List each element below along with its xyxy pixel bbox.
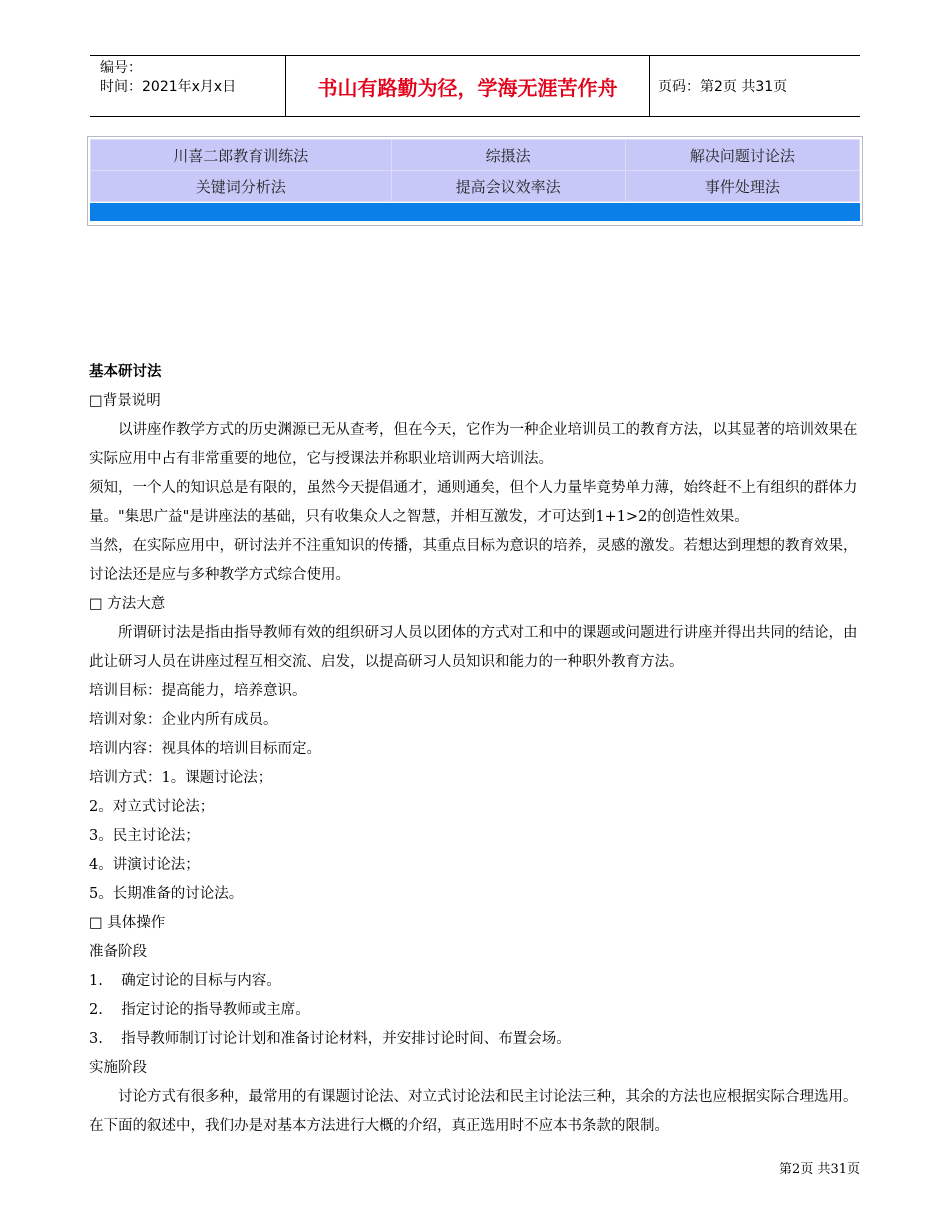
- list-item: 2。对立式讨论法；: [89, 799, 215, 815]
- nav-link-meeting-efficiency[interactable]: 提高会议效率法: [391, 171, 625, 202]
- nav-link-kawakita[interactable]: 川喜二郎教育训练法: [91, 140, 392, 171]
- list-item: 3. 指导教师制订讨论计划和准备讨论材料，并安排讨论时间、布置会场。: [89, 1031, 571, 1047]
- nav-link-incident-handling[interactable]: 事件处理法: [625, 171, 859, 202]
- training-content: 培训内容：视具体的培训目标而定。: [89, 741, 321, 757]
- prep-stage-heading: 准备阶段: [89, 944, 147, 960]
- nav-bottom-bar: [90, 203, 860, 221]
- nav-link-synectics[interactable]: 综摄法: [391, 140, 625, 171]
- paragraph: 当然，在实际应用中，研讨法并不注重知识的传播，其重点目标为意识的培养，灵感的激发。若想达到理想的教育效果，讨论法还是应与多种教学方式综合使用。: [89, 538, 858, 583]
- training-method: 培训方式：1。课题讨论法；: [89, 770, 273, 786]
- operation-heading: □ 具体操作: [89, 915, 166, 931]
- nav-link-problem-solving[interactable]: 解决问题讨论法: [625, 140, 859, 171]
- header-meta: [90, 56, 286, 116]
- paragraph: 须知，一个人的知识总是有限的，虽然今天提倡通才，通则通矣，但个人力量毕竟势单力薄，始终赶不上有组织的群体力量。"集思广益"是讲座法的基础，只有收集众人之智慧，并相互激发，才可达到1+1>2的创造性效果。: [89, 480, 858, 525]
- list-item: 3。民主讨论法；: [89, 828, 200, 844]
- list-item: 4。讲演讨论法；: [89, 857, 200, 873]
- paragraph: 以讲座作教学方式的历史渊源已无从查考，但在今天，它作为一种企业培训员工的教育方法，以其显著的培训效果在实际应用中占有非常重要的地位，它与授课法并称职业培训两大培训法。: [89, 422, 858, 467]
- list-item: 2. 指定讨论的指导教师或主席。: [89, 1002, 310, 1018]
- impl-stage-heading: 实施阶段: [89, 1060, 147, 1076]
- header-motto: 书山有路勤为径，学海无涯苦作舟: [286, 56, 650, 116]
- method-overview-heading: □ 方法大意: [89, 596, 166, 612]
- training-target: 培训对象：企业内所有成员。: [89, 712, 278, 728]
- list-item: 1. 确定讨论的目标与内容。: [89, 973, 281, 989]
- method-nav-table: [87, 136, 863, 226]
- nav-link-keyword-analysis[interactable]: 关键词分析法: [91, 171, 392, 202]
- header-page-info: 页码：第2页 共31页: [658, 79, 788, 95]
- page-footer: 第2页 共31页: [779, 1162, 860, 1177]
- section-title: 基本研讨法: [89, 364, 162, 380]
- document-number-label: 编号：: [100, 60, 142, 76]
- training-goal: 培训目标：提高能力，培养意识。: [89, 683, 307, 699]
- document-time-label: 时间：2021年x月x日: [100, 79, 237, 95]
- paragraph: 所谓研讨法是指由指导教师有效的组织研习人员以团体的方式对工和中的课题或问题进行讲座并得出共同的结论，由此让研习人员在讲座过程互相交流、启发，以提高研习人员知识和能力的一种职外教育方法。: [89, 625, 858, 670]
- background-heading: □背景说明: [89, 393, 161, 409]
- page-header: [90, 55, 860, 117]
- document-body: [89, 358, 865, 1141]
- list-item: 5。长期准备的讨论法。: [89, 886, 244, 902]
- paragraph: 讨论方式有很多种，最常用的有课题讨论法、对立式讨论法和民主讨论法三种，其余的方法也应根据实际合理选用。在下面的叙述中，我们办是对基本方法进行大概的介绍，真正选用时不应本书条款的限制。: [89, 1089, 858, 1134]
